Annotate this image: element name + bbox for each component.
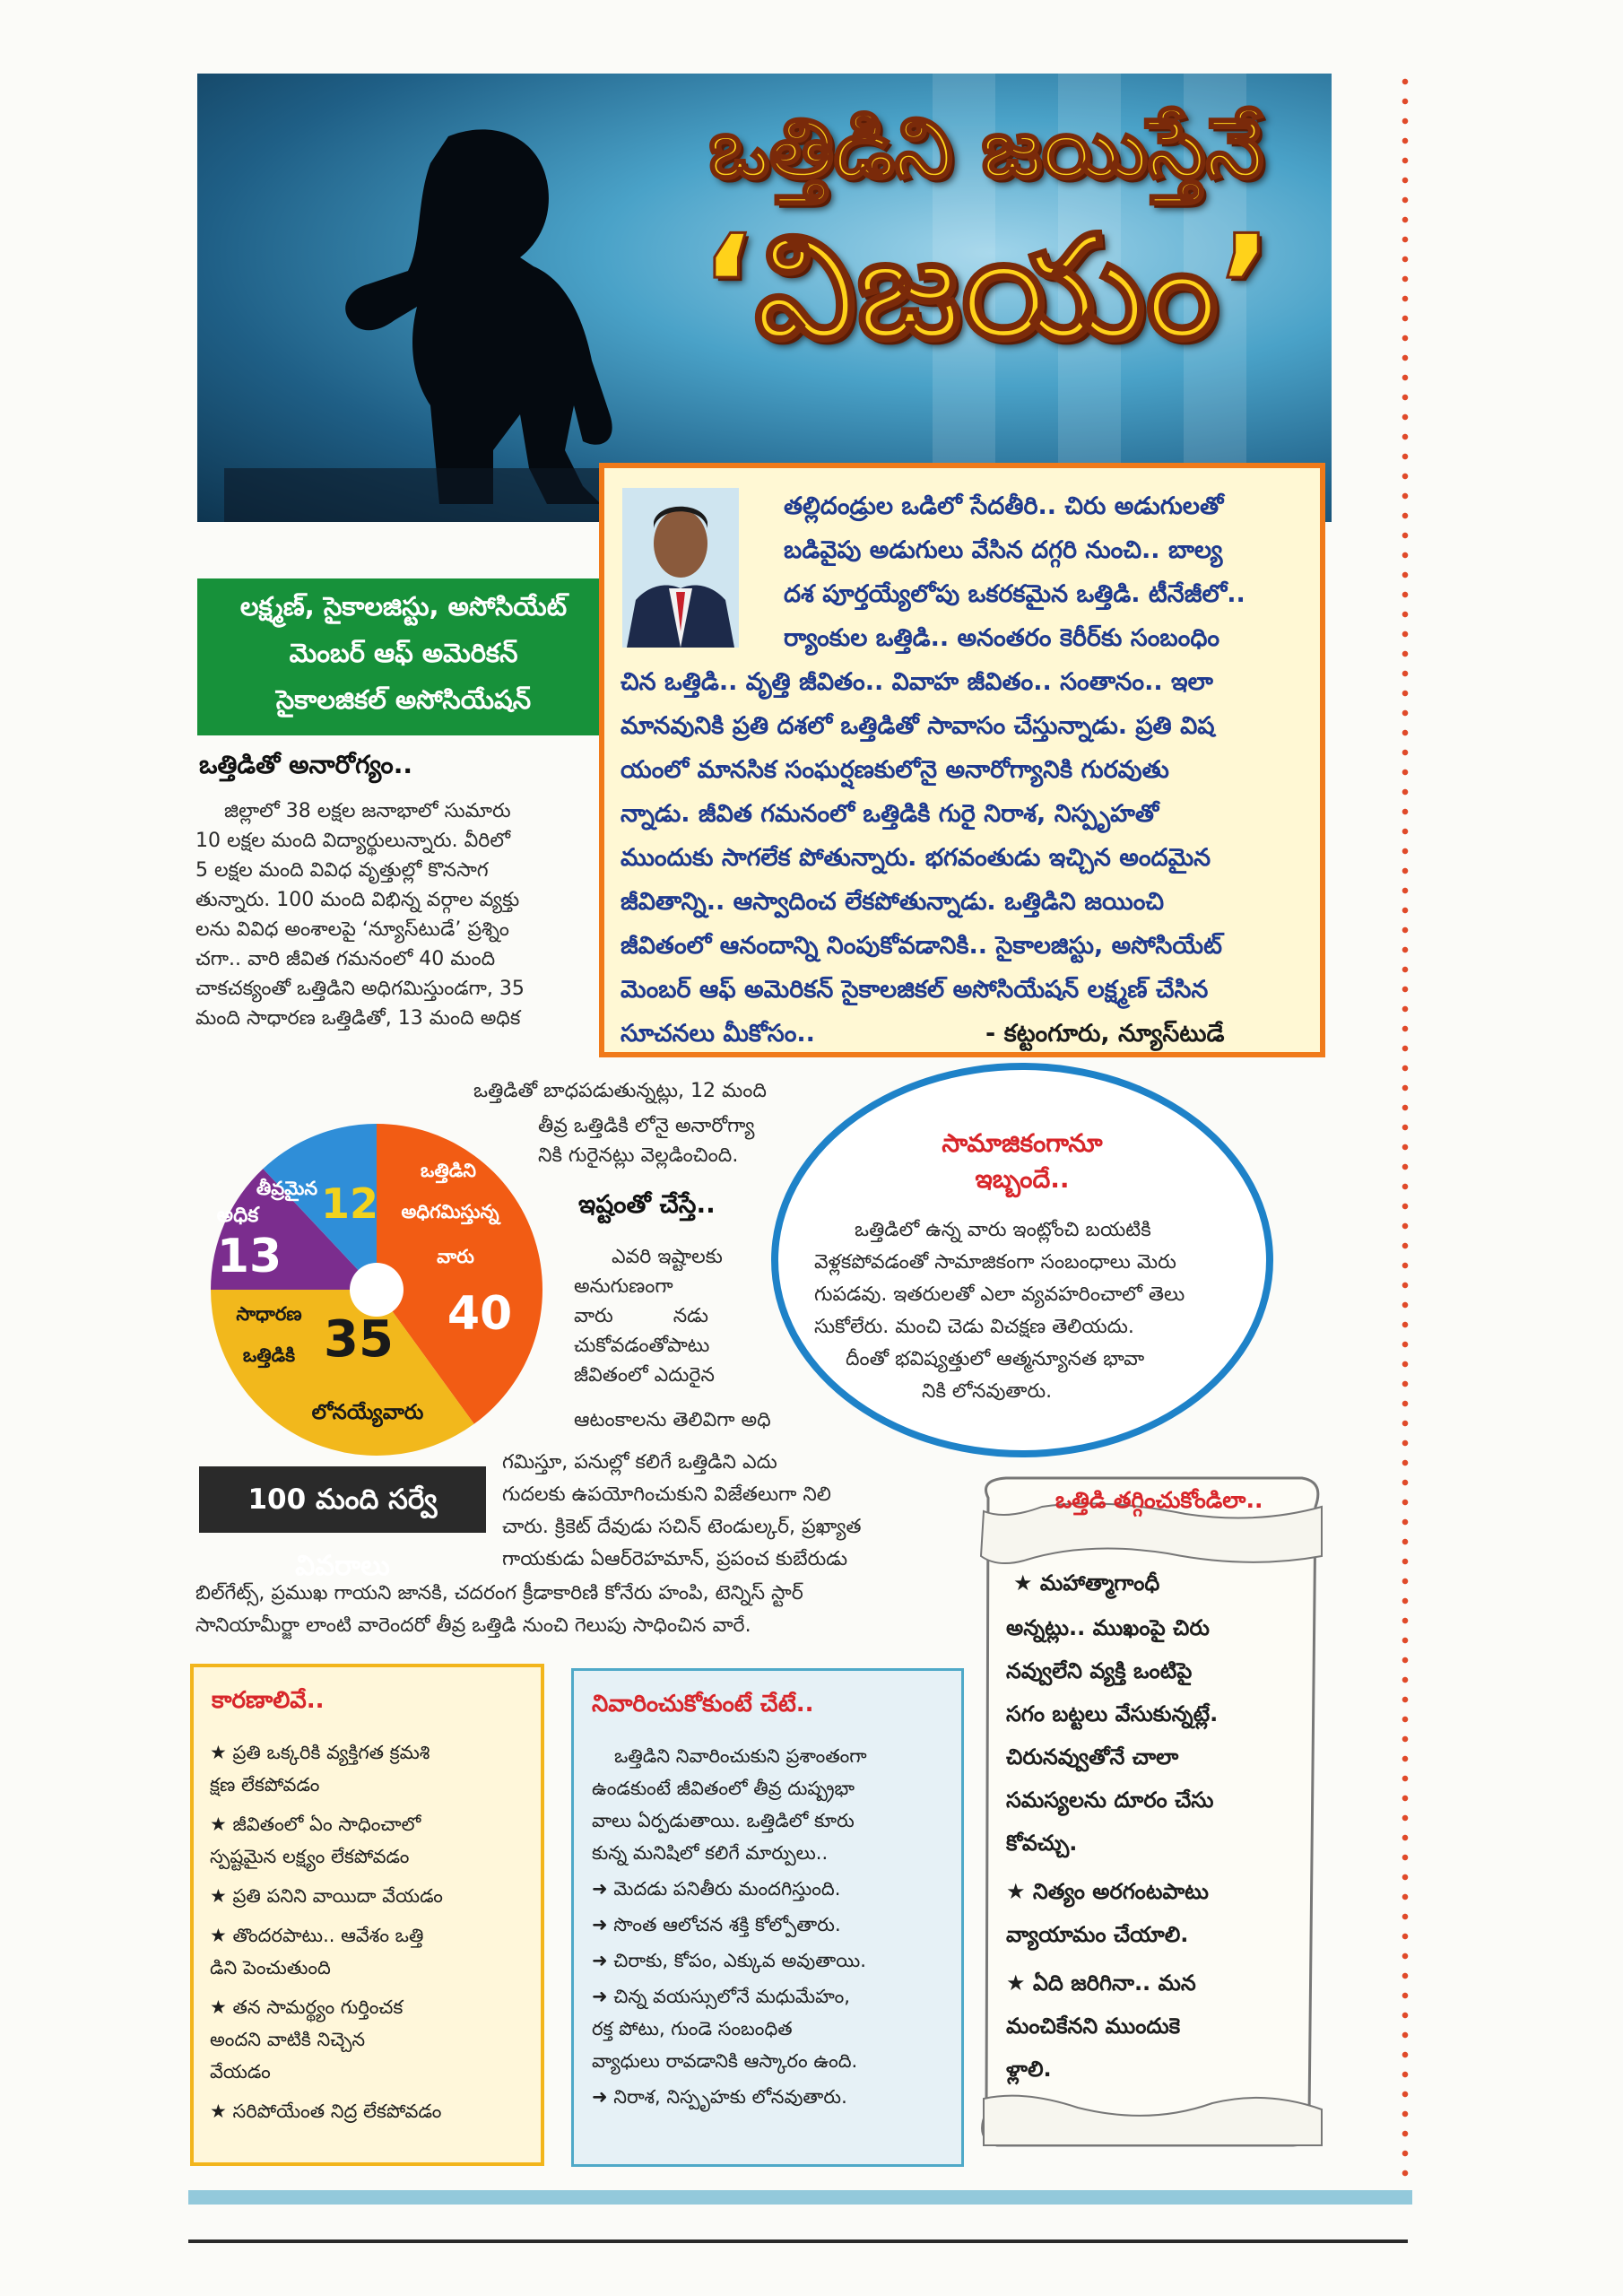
pie-value-d: 12: [320, 1179, 379, 1228]
causes-box: [190, 1664, 544, 2166]
intro-line: సూచనలు మీకోసం..: [621, 1020, 815, 1048]
intro-line: జీవితాన్ని.. ఆస్వాదించ లేకపోతున్నాడు. ఒత్తిడిని జయించి: [621, 888, 1165, 916]
pie-label-b3: లోనయ్యేవారు: [311, 1401, 424, 1424]
intro-line: యంలో మానసిక సంఘర్షణకులోనై అనారోగ్యానికి గురవుతు: [621, 756, 1169, 784]
pie-value-c: 13: [216, 1230, 282, 1283]
causes-line: స్పష్టమైన లక్ష్యం లేకపోవడం: [210, 1846, 410, 1867]
causes-line: క్షణ లేకపోవడం: [210, 1774, 320, 1796]
pie-center-hole: [350, 1263, 404, 1317]
health-line: చాకచక్యంతో ఒత్తిడిని అధిగమిస్తుండగా, 35: [195, 978, 525, 1000]
will-title: ఇష్టంతో చేస్తే..: [578, 1189, 716, 1219]
intro-line: మెంబర్‌ ఆఫ్‌ అమెరికన్‌ సైకాలజికల్‌ అసోసియేషన్‌ లక్ష్మణ్‌ చేసిన: [621, 976, 1209, 1004]
pie-label-b1: సాధారణ: [236, 1303, 302, 1325]
causes-line: ★ జీవితంలో ఏం సాధించాలో: [210, 1813, 421, 1835]
reduce-line: చిరునవ్వుతోనే చాలా: [1006, 1744, 1179, 1770]
intro-line: మానవునికి ప్రతి దశలో ఒత్తిడితో సావాసం చేస్తున్నాడు. ప్రతి విష: [621, 712, 1215, 740]
reduce-line: సమస్యలను దూరం చేసు: [1006, 1787, 1214, 1813]
reduce-line: సగం బట్టలు వేసుకున్నట్లే.: [1006, 1701, 1219, 1726]
dotted-margin-rule: [1402, 72, 1409, 2188]
byline-line2: మెంబర్‌ ఆఫ్‌ అమెరికన్‌: [289, 638, 518, 668]
social-line: గుపడవు. ఇతరులతో ఎలా వ్యవహరించాలో తెలు: [814, 1283, 1185, 1306]
reduce-line: మంచికేనని ముందుకె: [1006, 2013, 1181, 2039]
reduce-line: ★ మహాత్మాగాంధీ: [1013, 1570, 1160, 1596]
reduce-line: ★ ఏది జరిగినా.. మన: [1006, 1970, 1196, 1996]
health-title: ఒత్తిడితో అనారోగ్యం..: [199, 750, 412, 779]
headline-line2: ‘విజయం’: [699, 204, 1273, 371]
intro-line: ర్యాంకుల ఒత్తిడి.. అనంతరం కెరీర్‌కు సంబంధిం: [784, 624, 1220, 652]
byline-box: [197, 578, 610, 735]
will-line: బిల్‌గేట్స్‌, ప్రముఖ గాయని జానకి, చదరంగ క్రీడాకారిణి కోనేరు హంపి, టెన్నిస్‌ స్టార్‌: [195, 1582, 803, 1605]
prevent-line: ➜ చిరాకు, కోపం, ఎక్కువ అవుతాయి.: [592, 1950, 866, 1971]
health-line: మంది సాధారణ ఒత్తిడితో, 13 మంది అధిక: [195, 1007, 521, 1030]
social-line: దీంతో భవిష్యత్తులో ఆత్మన్యూనత భావా: [846, 1348, 1145, 1370]
social-line: వెళ్లకపోవడంతో సామాజికంగా సంబంధాలు మెరు: [814, 1251, 1176, 1274]
prevent-line: ఉండకుంటే జీవితంలో తీవ్ర దుష్ప్రభా: [592, 1778, 855, 1799]
social-line: ఒత్తిడిలో ఉన్న వారు ఇంట్లోంచి బయటికి: [855, 1219, 1151, 1241]
causes-line: అందని వాటికి నిచ్చెన: [210, 2029, 366, 2050]
hero-banner: [197, 74, 1332, 522]
intro-line: జీవితంలో ఆనందాన్ని నింపుకోవడానికి.. సైకాలజిస్టు, అసోసియేట్‌: [621, 932, 1222, 960]
prevent-line: వ్యాధులు రావడానికి ఆస్కారం ఉంది.: [592, 2050, 858, 2072]
social-title1: సామాజికంగానూ: [942, 1128, 1103, 1158]
footer-rule: [188, 2239, 1408, 2243]
social-title2: ఇబ్బందే..: [975, 1164, 1070, 1194]
causes-line: ★ తన సామర్థ్యం గుర్తించక: [210, 1996, 404, 2018]
prevent-line: ➜ చిన్న వయస్సులోనే మధుమేహం,: [592, 1986, 850, 2007]
survey-pie-chart: [188, 1121, 574, 1471]
will-line: అనుగుణంగా: [574, 1275, 673, 1298]
intro-box: [599, 463, 1325, 1057]
causes-title: కారణాలివే..: [212, 1687, 325, 1714]
prevent-line: ➜ మెదడు పనితీరు మందగిస్తుంది.: [592, 1878, 841, 1900]
will-line: వారు నడు: [574, 1305, 709, 1327]
reduce-line: కోవచ్చు.: [1006, 1831, 1078, 1856]
reduce-line: ★ నిత్యం అరగంటపాటు: [1006, 1879, 1209, 1904]
intro-line: ముందుకు సాగలేక పోతున్నారు. భగవంతుడు ఇచ్చిన అందమైన: [621, 844, 1211, 872]
prevent-title: నివారించుకోకుంటే చేటే..: [592, 1691, 814, 1718]
pie-value-b: 35: [324, 1310, 394, 1369]
author-photo: [622, 488, 739, 648]
intro-line: చిన ఒత్తిడి.. వృత్తి జీవితం.. వివాహ జీవితం.. సంతానం.. ఇలా: [621, 668, 1213, 696]
causes-line: ★ ప్రతి పనిని వాయిదా వేయడం: [210, 1885, 443, 1907]
social-line: సుకోలేరు. మంచి చెడు విచక్షణ తెలియదు.: [814, 1316, 1134, 1338]
intro-line: బడివైపు అడుగులు వేసిన దగ్గరి నుంచి.. బాల్య: [784, 536, 1223, 564]
health-line: 5 లక్షల మంది వివిధ వృత్తుల్లో కొనసాగ: [195, 859, 489, 882]
social-callout: [771, 1063, 1273, 1457]
health-line: జిల్లాలో 38 లక్షల జనాభాలో సుమారు: [224, 800, 511, 822]
health-line: ఒత్తిడితో బాధపడుతున్నట్లు, 12 మంది: [473, 1080, 767, 1102]
pie-label-b2: ఒత్తిడికి: [242, 1344, 296, 1366]
pie-label-a2: అధిగమిస్తున్న: [401, 1201, 499, 1222]
prevent-line: ➜ నిరాశ, నిస్పృహకు లోనవుతారు.: [592, 2086, 847, 2108]
prevent-box: [571, 1668, 964, 2167]
headline-line1: ఒత్తిడిని జయిస్తేనే: [708, 100, 1264, 196]
pie-label-a1: ఒత్తిడిని: [420, 1160, 477, 1181]
prevent-line: ➜ సొంత ఆలోచన శక్తి కోల్పోతారు.: [592, 1914, 841, 1935]
will-line: గమిస్తూ, పనుల్లో కలిగే ఒత్తిడిని ఎదు: [502, 1451, 777, 1474]
will-line: ఆటంకాలను తెలివిగా అధి: [574, 1409, 771, 1431]
pie-label-d: తీవ్రమైన: [256, 1178, 318, 1199]
will-line: చారు. క్రికెట్‌ దేవుడు సచిన్‌ టెండుల్కర్‌, ప్రఖ్యాత: [502, 1516, 862, 1538]
byline-line1: లక్ష్మణ్‌, సైకాలజిస్టు, అసోసియేట్‌: [239, 591, 568, 622]
intro-line: న్నాడు. జీవిత గమనంలో ఒత్తిడికి గురై నిరాశ, నిస్పృహతో: [621, 800, 1159, 828]
byline-line3: సైకాలజికల్‌ అసోసియేషన్‌: [275, 684, 532, 715]
reduce-stress-scroll: [970, 1471, 1329, 2152]
reduce-title: ఒత్తిడి తగ్గించుకోండిలా..: [1055, 1487, 1263, 1513]
pie-value-a: 40: [447, 1287, 513, 1341]
reduce-line: అన్నట్లు.. ముఖంపై చిరు: [1006, 1615, 1210, 1640]
health-line: తీవ్ర ఒత్తిడికి లోనై అనారోగ్యా: [538, 1115, 755, 1137]
prevent-line: ఒత్తిడిని నివారించుకుని ప్రశాంతంగా: [614, 1745, 867, 1767]
social-line: నికి లోనవుతారు.: [922, 1380, 1053, 1403]
survey-label: 100 మంది సర్వే వివరాలు: [199, 1466, 486, 1533]
prevent-line: రక్త పోటు, గుండె సంబంధిత: [592, 2018, 793, 2039]
pie-label-c: అధిక: [216, 1204, 259, 1227]
causes-line: ★ తొందరపాటు.. ఆవేశం ఒత్తి: [210, 1925, 424, 1946]
pie-label-a3: వారు: [437, 1246, 474, 1267]
intro-credit: - కట్టంగూరు, న్యూస్‌టుడే: [985, 1020, 1225, 1048]
health-line: నికి గురైనట్లు వెల్లడించింది.: [538, 1144, 739, 1167]
will-line: జీవితంలో ఎదురైన: [574, 1364, 715, 1387]
health-line: లను వివిధ అంశాలపై ‘న్యూస్‌టుడే’ ప్రశ్నిం: [195, 918, 509, 941]
will-line: సానియామీర్జా లాంటి వారెందరో తీవ్ర ఒత్తిడి నుంచి గెలుపు సాధించిన వారే.: [195, 1614, 751, 1637]
reduce-line: ళ్లాలి.: [1006, 2057, 1052, 2082]
will-line: గుదలకు ఉపయోగించుకుని విజేతలుగా నిలి: [502, 1483, 831, 1506]
causes-line: ★ సరిపోయేంత నిద్ర లేకపోవడం: [210, 2100, 442, 2122]
health-line: తున్నారు. 100 మంది విభిన్న వర్గాల వ్యక్తు: [195, 889, 520, 911]
reduce-line: వ్యాయామం చేయాలి.: [1006, 1922, 1189, 1947]
causes-line: వేయడం: [210, 2061, 271, 2083]
health-line: చగా.. వారి జీవిత గమనంలో 40 మంది: [195, 948, 496, 970]
reduce-line: నవ్వులేని వ్యక్తి ఒంటిపై: [1006, 1658, 1193, 1683]
bottom-color-band: [188, 2190, 1412, 2205]
will-line: చుకోవడంతోపాటు: [574, 1335, 710, 1357]
causes-line: డిని పెంచుతుంది: [210, 1957, 331, 1979]
causes-line: ★ ప్రతి ఒక్కరికి వ్యక్తిగత క్రమశి: [210, 1742, 430, 1763]
will-line: గాయకుడు ఏఆర్‌రెహమాన్‌, ప్రపంచ కుబేరుడు: [502, 1548, 848, 1570]
intro-line: దశ పూర్తయ్యేలోపు ఒకరకమైన ఒత్తిడి. టీనేజీలో..: [784, 580, 1245, 608]
intro-line: తల్లిదండ్రుల ఒడిలో సేదతీరి.. చిరు అడుగులతో: [784, 492, 1224, 520]
will-line: ఎవరి ఇష్టాలకు: [612, 1246, 723, 1268]
health-line: 10 లక్షల మంది విద్యార్థులున్నారు. వీరిలో: [195, 830, 510, 852]
prevent-line: వాలు ఏర్పడుతాయి. ఒత్తిడిలో కూరు: [592, 1810, 855, 1831]
prevent-line: కున్న మనిషిలో కలిగే మార్పులు..: [592, 1842, 829, 1864]
